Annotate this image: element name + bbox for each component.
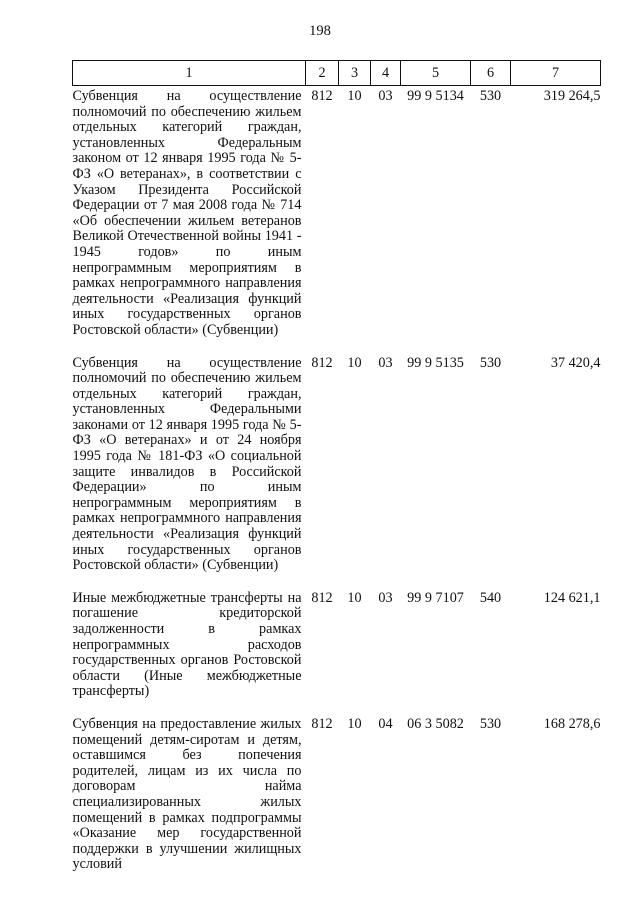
row-expense-type-code: 530 bbox=[479, 715, 502, 732]
row-target-code: 06 3 5082 bbox=[407, 715, 464, 732]
header-col-3: 3 bbox=[339, 61, 371, 86]
row-ministry-code: 812 bbox=[311, 354, 333, 371]
row-ministry-code: 812 bbox=[311, 589, 333, 606]
row-expense-type-code: 540 bbox=[479, 589, 502, 606]
row-target-code: 99 9 5135 bbox=[407, 354, 464, 371]
header-col-5: 5 bbox=[401, 61, 471, 86]
table-header-row bbox=[73, 61, 601, 86]
row-amount: 124 621,1 bbox=[543, 589, 601, 606]
header-col-1: 1 bbox=[73, 61, 306, 86]
table-row bbox=[73, 717, 601, 890]
table-row bbox=[73, 591, 601, 717]
row-section-code: 10 bbox=[347, 589, 362, 606]
row-ministry-code: 812 bbox=[311, 715, 333, 732]
row-subsection-code: 03 bbox=[378, 354, 393, 371]
row-description: Субвенция на осуществление полномочий по обеспечению жильем отдельных категорий граждан, установленных Федеральным законом от 12 января 1995 года № 5-ФЗ «О ветеранах», в соответствии с Указом Президента Российской Федерации от 7 мая 2008 года № 714 «Об обеспечении жильем ветеранов Великой Отечественной войны 1941 - 1945 годов» по иным непрограммным мероприятиям в рамках непрограммного направления деятельности «Реализация функций иных государственных органов Ростовской области» (Субвенции) bbox=[72, 88, 302, 338]
table-row bbox=[73, 86, 601, 356]
row-subsection-code: 03 bbox=[378, 88, 393, 104]
row-amount: 168 278,6 bbox=[543, 715, 601, 732]
row-expense-type-code: 530 bbox=[479, 88, 502, 104]
row-description: Субвенция на осуществление полномочий по обеспечению жильем отдельных категорий граждан, установленных Федеральными законами от 12 января 1995 года № 5-ФЗ «О ветеранах» и от 24 ноября 1995 года № 181-ФЗ «О социальной защите инвалидов в Российской Федерации» по иным непрограммным мероприятиям в рамках непрограммного направления деятельности «Реализация функций иных государственных органов Ростовской области» (Субвенции) bbox=[72, 354, 302, 574]
header-col-6: 6 bbox=[471, 61, 511, 86]
row-amount: 37 420,4 bbox=[550, 354, 601, 371]
row-section-code: 10 bbox=[347, 354, 362, 371]
row-target-code: 99 9 5134 bbox=[407, 88, 464, 104]
row-description: Субвенция на предоставление жилых помещений детям-сиротам и детям, оставшимся без попечения родителей, лицам из их числа по договорам найма специализированных жилых помещений в рамках подпрограммы «Оказание мер государственной поддержки в улучшении жилищных условий bbox=[72, 715, 302, 873]
page-number: 198 bbox=[309, 23, 331, 39]
row-amount: 319 264,5 bbox=[543, 88, 601, 104]
header-col-2: 2 bbox=[306, 61, 339, 86]
row-description: Иные межбюджетные трансферты на погашение кредиторской задолженности в рамках непрограммных расходов государственных органов Ростовской области (Иные межбюджетные трансферты) bbox=[72, 589, 302, 700]
budget-table bbox=[72, 60, 601, 890]
header-col-4: 4 bbox=[371, 61, 401, 86]
header-col-7: 7 bbox=[511, 61, 601, 86]
row-ministry-code: 812 bbox=[311, 88, 333, 104]
row-subsection-code: 03 bbox=[378, 589, 393, 606]
row-subsection-code: 04 bbox=[378, 715, 393, 732]
row-expense-type-code: 530 bbox=[479, 354, 502, 371]
table-row bbox=[73, 356, 601, 591]
row-section-code: 10 bbox=[347, 88, 362, 104]
row-section-code: 10 bbox=[347, 715, 362, 732]
row-target-code: 99 9 7107 bbox=[407, 589, 464, 606]
